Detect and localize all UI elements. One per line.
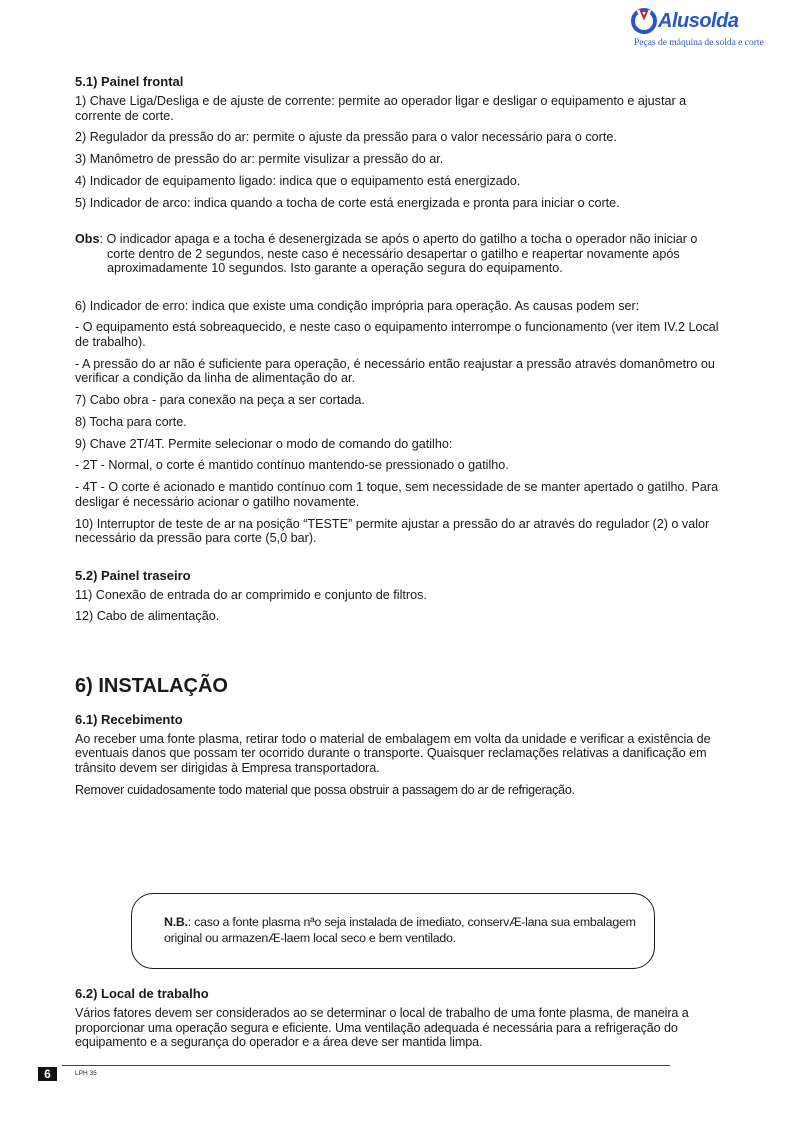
nb-callout xyxy=(131,893,655,969)
section-5-1-title: 5.1) Painel frontal xyxy=(75,74,184,89)
item-7: 7) Cabo obra - para conexão na peça a ser cortada. xyxy=(75,393,365,408)
document-body xyxy=(75,74,723,804)
section-6-1-title: 6.1) Recebimento xyxy=(75,711,183,727)
workplace-paragraph: Vários fatores devem ser considerados ao se determinar o local de trabalho de uma fonte plasma, de maneira a proporcionar uma operação segura e eficiente. Uma ventilação adequada é necessária para a refrigeração do equipamento e a segurança do operador e a área deve ser mantida limpa. xyxy=(75,1006,689,1049)
brand-tagline: Peças de máquina de solda e corte xyxy=(634,38,764,48)
item-9b: - 4T - O corte é acionado e mantido contínuo com 1 toque, sem necessidade de se manter apertado o gatilho. Para desligar é necessário acionar o gatilho novamente. xyxy=(75,480,719,509)
item-6: 6) Indicador de erro: indica que existe uma condição imprópria para operação. As causas podem ser: xyxy=(75,298,640,313)
model-label: LPH 35 xyxy=(75,1070,97,1077)
item-8: 8) Tocha para corte. xyxy=(75,414,187,429)
brand-logo xyxy=(628,4,764,54)
section-6-2 xyxy=(75,986,723,1057)
nb-label: N.B. xyxy=(164,915,188,929)
item-5: 5) Indicador de arco: indica quando a tocha de corte está energizada e pronta para iniciar o corte. xyxy=(75,195,620,210)
section-5-2-title: 5.2) Painel traseiro xyxy=(75,567,191,583)
item-11: 11) Conexão de entrada do ar comprimido e conjunto de filtros. xyxy=(75,587,427,602)
nb-note xyxy=(164,915,654,946)
item-9a: - 2T - Normal, o corte é mantido contínuo mantendo-se pressionado o gatilho. xyxy=(75,458,509,473)
page-number: 6 xyxy=(38,1067,57,1081)
item-4: 4) Indicador de equipamento ligado: indica que o equipamento está energizado. xyxy=(75,173,521,188)
item-2: 2) Regulador da pressão do ar: permite o ajuste da pressão para o valor necessário para o corte. xyxy=(75,130,617,145)
alusolda-logo-icon xyxy=(630,6,660,36)
item-12: 12) Cabo de alimentação. xyxy=(75,609,220,624)
obs-label: Obs xyxy=(75,232,100,247)
item-6a: - O equipamento está sobreaquecido, e neste caso o equipamento interrompe o funcionamento (ver item IV.2 Local de trabalho). xyxy=(75,320,719,349)
footer-divider xyxy=(62,1065,670,1066)
item-10: 10) Interruptor de teste de ar na posição “TESTE” permite ajustar a pressão do ar através do regulador (2) o valor necessário da pressão para corte (5,0 bar). xyxy=(75,516,710,546)
nb-text: : caso a fonte plasma nªo seja instalada de imediato, conservÆ-lana sua embalagem original ou armazenÆ-laem local seco e bem ventilado. xyxy=(164,915,636,945)
item-1: 1) Chave Liga/Desliga e de ajuste de corrente: permite ao operador ligar e desligar o equipamento e ajustar a corrente de corte. xyxy=(75,94,687,123)
item-6b: - A pressão do ar não é suficiente para operação, é necessário então reajustar a pressão através domanômetro ou verificar a condição da linha de alimentação do ar. xyxy=(75,356,715,386)
section-6-title: 6) INSTALAÇÃO xyxy=(75,674,228,697)
item-9: 9) Chave 2T/4T. Permite selecionar o modo de comando do gatilho: xyxy=(75,436,453,451)
item-3: 3) Manômetro de pressão do ar: permite visulizar a pressão do ar. xyxy=(75,152,444,167)
obs-note xyxy=(75,232,723,276)
receiving-paragraph: Ao receber uma fonte plasma, retirar todo o material de embalagem em volta da unidade e verificar a existência de eventuais danos que possam ter ocorrido durante o transporte. Quaisquer reclamações relativas a danificação em trânsito devem ser dirigidas à Empresa transportadora. xyxy=(75,731,711,775)
ventilation-paragraph: Remover cuidadosamente todo material que possa obstruir a passagem do ar de refrigeração. xyxy=(75,782,575,797)
section-6-2-title: 6.2) Local de trabalho xyxy=(75,986,209,1001)
obs-text: : O indicador apaga e a tocha é desenergizada se após o aperto do gatilho a tocha o operador não iniciar o corte dentro de 2 segundos, neste caso é necessário desapertar o gatilho e reapertar novamente após aproximadamente 10 segundos. Isto garante a operação segura do equipamento. xyxy=(99,232,698,276)
brand-name: Alusolda xyxy=(658,10,739,32)
